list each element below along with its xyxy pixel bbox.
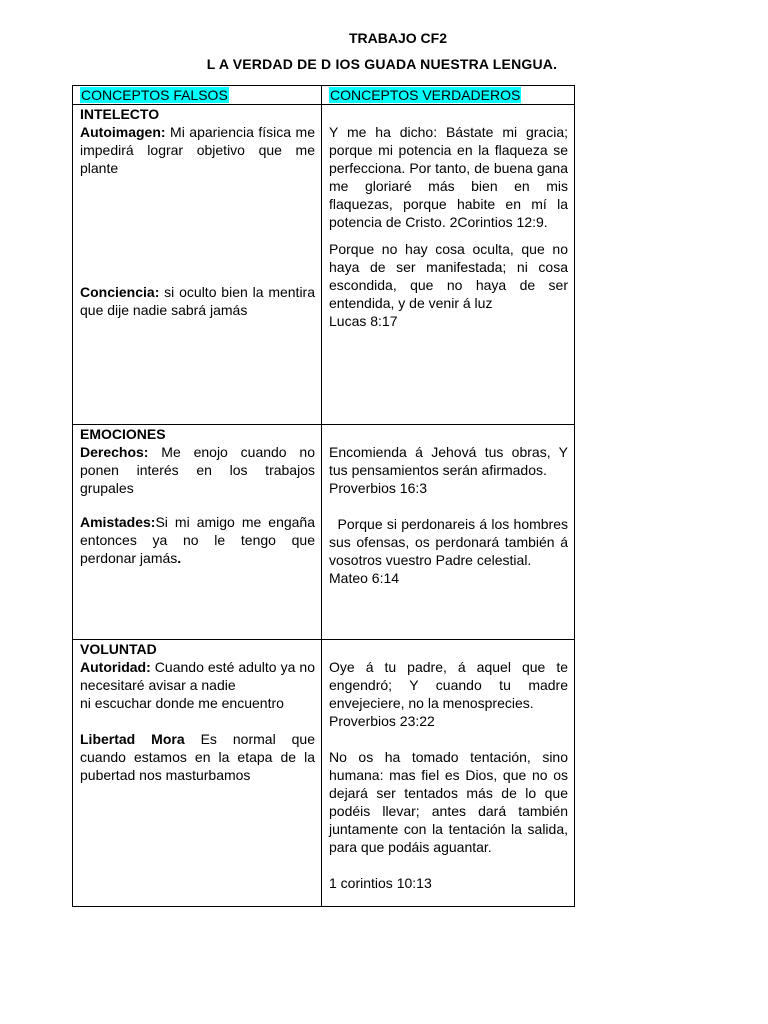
- concepts-table: [72, 85, 575, 907]
- header-cell-true: [322, 86, 575, 105]
- section-heading: EMOCIONES: [80, 426, 166, 442]
- true-concepts-cell: [322, 640, 575, 907]
- header-cell-false: [73, 86, 322, 105]
- section-heading: VOLUNTAD: [80, 641, 157, 657]
- concept-label: Autoimagen:: [80, 124, 166, 140]
- true-concept: Oye á tu padre, á aquel que te engendró; Y cuando tu madre envejeciere, no la menosprecies.: [329, 659, 568, 711]
- concept-text: Si mi amigo me engaña entonces ya no le tengo que perdonar jamás: [80, 514, 315, 566]
- table-row: [73, 425, 575, 640]
- header-false-concepts: CONCEPTOS FALSOS: [81, 87, 228, 103]
- true-concept: Porque si perdonareis á los hombres sus ofensas, os perdonará también á vosotros vuestro Padre celestial.: [329, 516, 572, 568]
- true-concepts-cell: [322, 425, 575, 640]
- concept-label: Amistades:: [80, 514, 156, 530]
- verse-reference: 1 corintios 10:13: [329, 875, 432, 891]
- false-concepts-cell: [73, 105, 322, 425]
- verse-reference: Mateo 6:14: [329, 570, 400, 586]
- document-title: TRABAJO CF2: [348, 30, 447, 46]
- true-concepts-cell: [322, 105, 575, 425]
- false-concept: [80, 443, 315, 497]
- table-row: [73, 640, 575, 907]
- false-concepts-cell: [73, 640, 322, 907]
- false-concept: [80, 658, 315, 694]
- table-row: [73, 105, 575, 425]
- true-concept: No os ha tomado tentación, sino humana: mas fiel es Dios, que no os dejará ser tentados más de lo que podéis llevar; antes dará también juntamente con la tentación la salida, para que podáis aguantar.: [329, 749, 568, 855]
- verse-reference: Lucas 8:17: [329, 313, 398, 329]
- concept-label: Libertad Mora: [80, 731, 185, 747]
- true-concept: Porque no hay cosa oculta, que no haya de ser manifestada; ni cosa escondida, que no haya de ser entendida, y de venir á luz: [329, 241, 568, 311]
- header-true-concepts: CONCEPTOS VERDADEROS: [330, 87, 521, 103]
- concept-label: Conciencia:: [80, 284, 160, 300]
- true-concept: Y me ha dicho: Bástate mi gracia; porque mi potencia en la flaqueza se perfecciona. Por tanto, de buena gana me gloriaré más bien en mis flaquezas, porque habite en mí la potencia de Cristo. 2Corintios 12:9.: [329, 124, 568, 230]
- section-heading: INTELECTO: [80, 106, 160, 122]
- false-concept-line: ni escuchar donde me encuentro: [80, 695, 284, 711]
- concept-text: Me enojo cuando no ponen interés en los trabajos grupales: [80, 444, 315, 496]
- verse-reference: Proverbios 23:22: [329, 713, 435, 729]
- document-subtitle: L A VERDAD DE D IOS GUADA NUESTRA LENGUA.: [206, 56, 558, 72]
- false-concepts-cell: [73, 425, 322, 640]
- false-concept: [80, 123, 315, 177]
- false-concept: [80, 513, 315, 567]
- false-concept: [80, 283, 315, 319]
- concept-text: si oculto bien la mentira que dije nadie sabrá jamás: [80, 284, 315, 318]
- concept-text: Mi apariencia física me impedirá lograr objetivo que me plante: [80, 124, 315, 176]
- true-concept: Encomienda á Jehová tus obras, Y tus pensamientos serán afirmados.: [329, 444, 568, 478]
- verse-reference: Proverbios 16:3: [329, 480, 428, 496]
- concept-text: Cuando esté adulto ya no necesitaré avisar a nadie: [80, 659, 315, 693]
- concept-label: Autoridad:: [80, 659, 151, 675]
- false-concept: [80, 730, 315, 784]
- concept-end: .: [177, 550, 182, 566]
- concept-label: Derechos:: [80, 444, 149, 460]
- concept-text: Es normal que cuando estamos en la etapa de la pubertad nos masturbamos: [80, 731, 315, 783]
- table-header-row: [73, 86, 575, 105]
